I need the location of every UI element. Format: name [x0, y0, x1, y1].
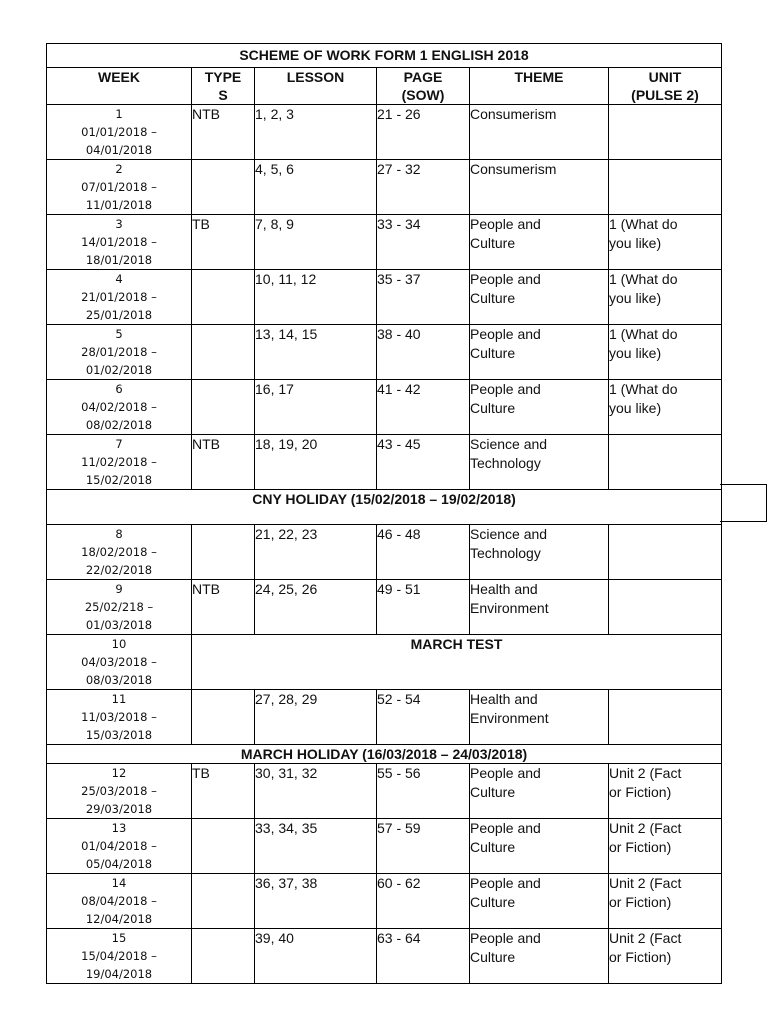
theme-cell	[470, 215, 609, 270]
unit-line: you like)	[609, 290, 662, 306]
lesson-cell: 13, 14, 15	[255, 325, 377, 380]
week-cell	[47, 690, 192, 745]
lesson-cell: 16, 17	[255, 380, 377, 435]
week-cell	[47, 525, 192, 580]
week-number: 14	[111, 876, 127, 890]
page-cell: 49 - 51	[377, 580, 470, 635]
week-cell	[47, 105, 192, 160]
page-cell: 33 - 34	[377, 215, 470, 270]
unit-cell	[609, 525, 722, 580]
header-week: WEEK	[47, 68, 192, 105]
header-lesson: LESSON	[255, 68, 377, 105]
unit-line: you like)	[609, 400, 662, 416]
types-cell: TB	[192, 215, 255, 270]
unit-line: 1 (What do	[609, 381, 678, 397]
unit-line: or Fiction)	[609, 949, 672, 965]
table-row	[47, 525, 722, 580]
week-number: 1	[115, 107, 123, 121]
theme-line: Consumerism	[470, 161, 557, 177]
unit-line: Unit 2 (Fact	[609, 875, 682, 891]
week-cell	[47, 215, 192, 270]
theme-line: People and	[470, 326, 541, 342]
header-types: TYPE S	[192, 68, 255, 105]
page-cell: 41 - 42	[377, 380, 470, 435]
week-end-date: 08/03/2018	[85, 673, 153, 687]
page-cell: 63 - 64	[377, 929, 470, 984]
unit-cell	[609, 380, 722, 435]
week-number: 12	[111, 766, 127, 780]
unit-line: 1 (What do	[609, 216, 678, 232]
week-start-date: 01/04/2018 –	[81, 839, 157, 853]
table-row	[47, 380, 722, 435]
week-end-date: 25/01/2018	[85, 308, 153, 322]
table-row	[47, 580, 722, 635]
unit-line: Unit 2 (Fact	[609, 930, 682, 946]
unit-cell	[609, 270, 722, 325]
header-unit: UNIT (PULSE 2)	[609, 68, 722, 105]
theme-cell	[470, 874, 609, 929]
table-row	[47, 764, 722, 819]
types-cell	[192, 690, 255, 745]
theme-line: Technology	[470, 545, 541, 561]
week-number: 13	[111, 821, 127, 835]
week-cell	[47, 160, 192, 215]
week-cell	[47, 874, 192, 929]
theme-cell	[470, 105, 609, 160]
week-cell	[47, 929, 192, 984]
types-cell	[192, 270, 255, 325]
unit-line: or Fiction)	[609, 784, 672, 800]
week-end-date: 05/04/2018	[85, 857, 153, 871]
week-cell	[47, 325, 192, 380]
table-row	[47, 160, 722, 215]
lesson-cell: 27, 28, 29	[255, 690, 377, 745]
week-start-date: 28/01/2018 –	[81, 345, 157, 359]
theme-line: Health and	[470, 691, 538, 707]
unit-cell	[609, 160, 722, 215]
table-row	[47, 270, 722, 325]
unit-line: or Fiction)	[609, 894, 672, 910]
week-end-date: 19/04/2018	[85, 967, 153, 981]
week-cell	[47, 435, 192, 490]
theme-line: Culture	[470, 894, 516, 910]
theme-cell	[470, 270, 609, 325]
week-end-date: 15/03/2018	[85, 728, 153, 742]
week-end-date: 18/01/2018	[85, 253, 153, 267]
theme-line: Culture	[470, 345, 516, 361]
page-cell: 55 - 56	[377, 764, 470, 819]
theme-line: Consumerism	[470, 106, 557, 122]
theme-line: Environment	[470, 710, 549, 726]
week-cell	[47, 635, 192, 690]
lesson-cell: 18, 19, 20	[255, 435, 377, 490]
header-theme: THEME	[470, 68, 609, 105]
types-cell	[192, 525, 255, 580]
theme-cell	[470, 525, 609, 580]
theme-line: Culture	[470, 839, 516, 855]
week-cell	[47, 380, 192, 435]
lesson-cell: 7, 8, 9	[255, 215, 377, 270]
week-number: 6	[115, 382, 123, 396]
unit-cell	[609, 580, 722, 635]
week-end-date: 01/02/2018	[85, 363, 153, 377]
lesson-cell: 30, 31, 32	[255, 764, 377, 819]
week-end-date: 29/03/2018	[85, 802, 153, 816]
theme-line: Science and	[470, 526, 548, 542]
theme-line: People and	[470, 820, 541, 836]
theme-cell	[470, 764, 609, 819]
theme-line: Science and	[470, 436, 548, 452]
week-number: 9	[115, 582, 123, 596]
types-cell	[192, 819, 255, 874]
page-cell: 38 - 40	[377, 325, 470, 380]
theme-line: Culture	[470, 235, 516, 251]
holiday-label: CNY HOLIDAY (15/02/2018 – 19/02/2018)	[47, 490, 722, 525]
unit-cell	[609, 690, 722, 745]
lesson-cell: 10, 11, 12	[255, 270, 377, 325]
types-cell: TB	[192, 764, 255, 819]
week-start-date: 01/01/2018 –	[81, 125, 157, 139]
table-row	[47, 819, 722, 874]
types-cell	[192, 929, 255, 984]
week-end-date: 22/02/2018	[85, 563, 153, 577]
table-row	[47, 635, 722, 690]
week-number: 3	[115, 217, 123, 231]
week-cell	[47, 270, 192, 325]
week-start-date: 25/03/2018 –	[81, 784, 157, 798]
week-start-date: 04/02/2018 –	[81, 400, 157, 414]
lesson-cell: 33, 34, 35	[255, 819, 377, 874]
lesson-cell: 36, 37, 38	[255, 874, 377, 929]
types-cell	[192, 325, 255, 380]
page-cell: 27 - 32	[377, 160, 470, 215]
unit-cell	[609, 764, 722, 819]
theme-cell	[470, 580, 609, 635]
page-cell: 57 - 59	[377, 819, 470, 874]
theme-line: Culture	[470, 949, 516, 965]
page-cell: 35 - 37	[377, 270, 470, 325]
week-end-date: 11/01/2018	[85, 198, 153, 212]
week-number: 15	[111, 931, 127, 945]
table-row	[47, 435, 722, 490]
week-number: 5	[115, 327, 123, 341]
theme-line: People and	[470, 765, 541, 781]
unit-line: 1 (What do	[609, 271, 678, 287]
holiday-row	[47, 490, 722, 525]
table-row	[47, 325, 722, 380]
unit-cell	[609, 929, 722, 984]
lesson-cell: 21, 22, 23	[255, 525, 377, 580]
theme-line: People and	[470, 930, 541, 946]
theme-cell	[470, 690, 609, 745]
header-page: PAGE (SOW)	[377, 68, 470, 105]
page-cell: 46 - 48	[377, 525, 470, 580]
theme-line: People and	[470, 875, 541, 891]
theme-line: People and	[470, 381, 541, 397]
lesson-cell: 4, 5, 6	[255, 160, 377, 215]
holiday-row	[47, 745, 722, 764]
week-start-date: 14/01/2018 –	[81, 235, 157, 249]
types-cell	[192, 874, 255, 929]
week-start-date: 07/01/2018 –	[81, 180, 157, 194]
week-cell	[47, 764, 192, 819]
types-cell: NTB	[192, 435, 255, 490]
theme-line: Culture	[470, 400, 516, 416]
unit-line: you like)	[609, 345, 662, 361]
types-cell	[192, 160, 255, 215]
unit-cell	[609, 325, 722, 380]
table-row	[47, 690, 722, 745]
lesson-cell: 1, 2, 3	[255, 105, 377, 160]
week-number: 4	[115, 272, 123, 286]
week-end-date: 04/01/2018	[85, 143, 153, 157]
unit-cell	[609, 819, 722, 874]
week-cell	[47, 580, 192, 635]
holiday-row-overhang	[720, 484, 767, 522]
week-cell	[47, 819, 192, 874]
unit-line: or Fiction)	[609, 839, 672, 855]
unit-line: 1 (What do	[609, 326, 678, 342]
types-cell: NTB	[192, 105, 255, 160]
week-number: 7	[115, 437, 123, 451]
unit-cell	[609, 105, 722, 160]
header-row	[47, 68, 722, 105]
theme-line: Health and	[470, 581, 538, 597]
week-number: 10	[111, 637, 127, 651]
week-start-date: 08/04/2018 –	[81, 894, 157, 908]
theme-cell	[470, 325, 609, 380]
lesson-cell: 39, 40	[255, 929, 377, 984]
table-row	[47, 105, 722, 160]
week-number: 11	[111, 692, 127, 706]
theme-line: Environment	[470, 600, 549, 616]
unit-cell	[609, 874, 722, 929]
test-label: MARCH TEST	[192, 635, 722, 690]
unit-line: Unit 2 (Fact	[609, 765, 682, 781]
unit-cell	[609, 215, 722, 270]
theme-cell	[470, 380, 609, 435]
scheme-table	[46, 43, 722, 984]
types-cell: NTB	[192, 580, 255, 635]
holiday-label: MARCH HOLIDAY (16/03/2018 – 24/03/2018)	[47, 745, 722, 764]
theme-cell	[470, 160, 609, 215]
week-number: 2	[115, 162, 123, 176]
lesson-cell: 24, 25, 26	[255, 580, 377, 635]
unit-line: Unit 2 (Fact	[609, 820, 682, 836]
theme-line: People and	[470, 216, 541, 232]
week-start-date: 11/03/2018 –	[81, 710, 157, 724]
week-start-date: 15/04/2018 –	[81, 949, 157, 963]
scheme-of-work-document	[46, 43, 721, 984]
table-row	[47, 929, 722, 984]
week-start-date: 21/01/2018 –	[81, 290, 157, 304]
theme-cell	[470, 929, 609, 984]
unit-cell	[609, 435, 722, 490]
page-cell: 52 - 54	[377, 690, 470, 745]
week-start-date: 11/02/2018 –	[81, 455, 157, 469]
week-end-date: 08/02/2018	[85, 418, 153, 432]
table-row	[47, 215, 722, 270]
theme-line: Technology	[470, 455, 541, 471]
table-title: SCHEME OF WORK FORM 1 ENGLISH 2018	[47, 44, 722, 68]
week-end-date: 15/02/2018	[85, 473, 153, 487]
week-end-date: 01/03/2018	[85, 618, 153, 632]
theme-line: Culture	[470, 784, 516, 800]
theme-line: Culture	[470, 290, 516, 306]
theme-line: People and	[470, 271, 541, 287]
page-cell: 60 - 62	[377, 874, 470, 929]
table-row	[47, 874, 722, 929]
week-start-date: 04/03/2018 –	[81, 655, 157, 669]
page-cell: 21 - 26	[377, 105, 470, 160]
theme-cell	[470, 435, 609, 490]
page-cell: 43 - 45	[377, 435, 470, 490]
unit-line: you like)	[609, 235, 662, 251]
week-end-date: 12/04/2018	[85, 912, 153, 926]
week-start-date: 25/02/218 –	[84, 600, 154, 614]
week-start-date: 18/02/2018 –	[81, 545, 157, 559]
week-number: 8	[115, 527, 123, 541]
types-cell	[192, 380, 255, 435]
theme-cell	[470, 819, 609, 874]
